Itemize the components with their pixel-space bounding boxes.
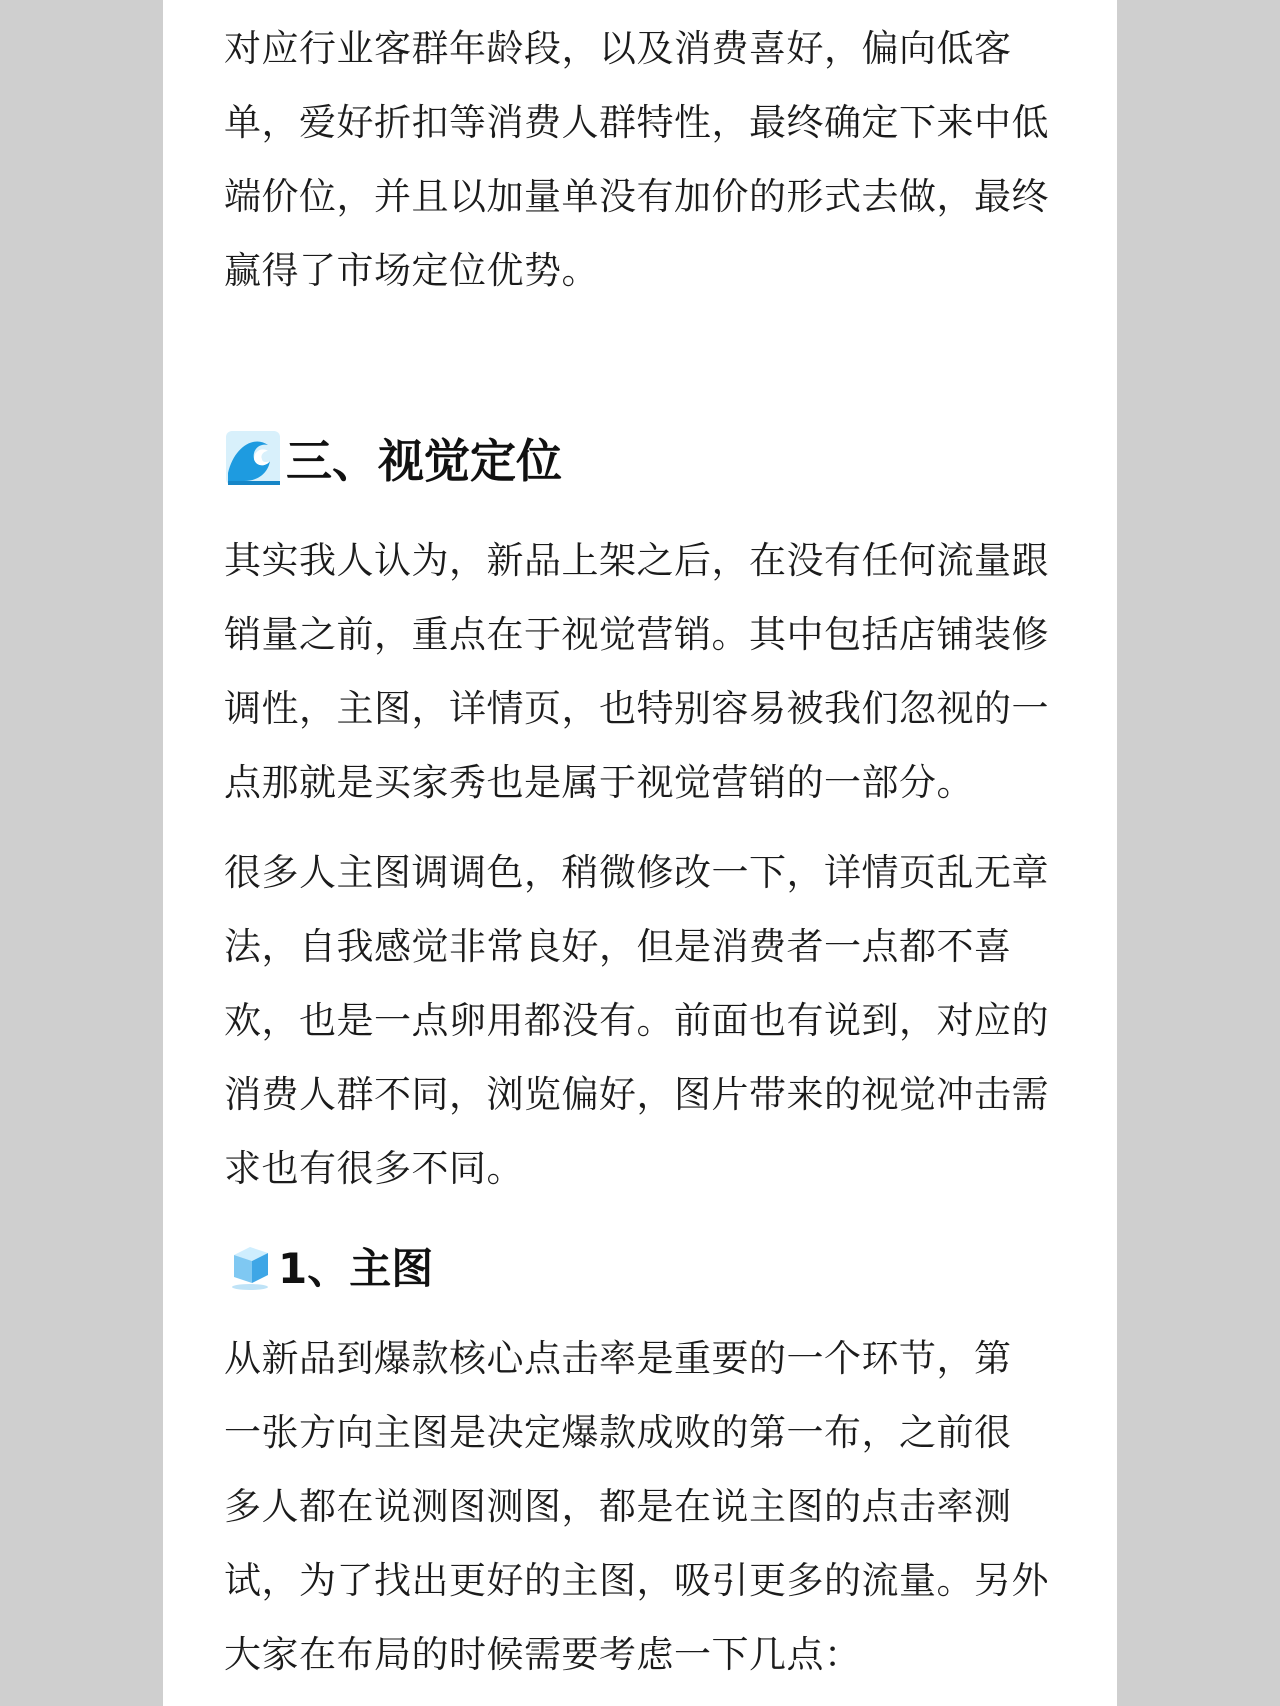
paragraph-line: 欢，也是一点卵用都没有。前面也有说到，对应的 xyxy=(224,999,1049,1042)
ice-cube-icon xyxy=(224,1241,274,1291)
paragraph-line: 从新品到爆款核心点击率是重要的一个环节，第 xyxy=(224,1337,1012,1380)
paragraph-line: 销量之前，重点在于视觉营销。其中包括店铺装修 xyxy=(224,613,1049,656)
paragraph-line: 其实我人认为，新品上架之后，在没有任何流量跟 xyxy=(224,539,1049,582)
sub-heading-text: 1、主图 xyxy=(278,1244,434,1293)
paragraph-line: 消费人群不同，浏览偏好，图片带来的视觉冲击需 xyxy=(224,1073,1049,1116)
paragraph-line: 一张方向主图是决定爆款成败的第一布，之前很 xyxy=(224,1411,1012,1454)
sub-heading xyxy=(224,1238,433,1294)
visual-paragraph-1 xyxy=(224,524,1079,820)
paragraph-line: 大家在布局的时候需要考虑一下几点： xyxy=(224,1633,862,1676)
visual-paragraph-2 xyxy=(224,836,1079,1206)
section-heading xyxy=(224,426,562,490)
article-page xyxy=(163,0,1117,1706)
main-image-paragraph xyxy=(224,1322,1079,1692)
paragraph-line: 法，自我感觉非常良好，但是消费者一点都不喜 xyxy=(224,925,1012,968)
section-heading-text: 三、视觉定位 xyxy=(286,434,562,488)
paragraph-line: 试，为了找出更好的主图，吸引更多的流量。另外 xyxy=(224,1559,1049,1602)
intro-line: 赢得了市场定位优势。 xyxy=(224,249,599,292)
paragraph-line: 点那就是买家秀也是属于视觉营销的一部分。 xyxy=(224,761,974,804)
paragraph-line: 调性，主图，详情页，也特别容易被我们忽视的一 xyxy=(224,687,1049,730)
water-wave-icon xyxy=(224,429,282,487)
paragraph-line: 求也有很多不同。 xyxy=(224,1147,524,1190)
intro-line: 对应行业客群年龄段，以及消费喜好，偏向低客 xyxy=(224,27,1012,70)
paragraph-line: 很多人主图调调色，稍微修改一下，详情页乱无章 xyxy=(224,851,1049,894)
intro-line: 端价位，并且以加量单没有加价的形式去做，最终 xyxy=(224,175,1049,218)
intro-paragraph xyxy=(224,12,1079,308)
intro-line: 单，爱好折扣等消费人群特性，最终确定下来中低 xyxy=(224,101,1049,144)
paragraph-line: 多人都在说测图测图，都是在说主图的点击率测 xyxy=(224,1485,1012,1528)
